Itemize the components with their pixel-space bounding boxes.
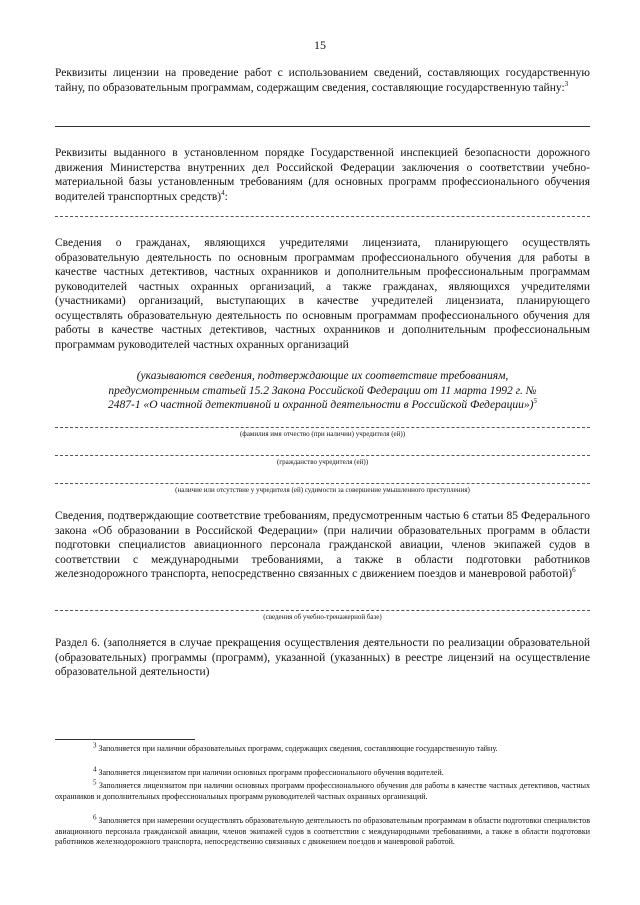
founders-text: Сведения о гражданах, являющихся учредителями лицензиата, планирующего осуществлять образовательную деятельность по основным программам профессионального обучения для работы в качестве частных детективов, частных охранников и дополнительным профессиональным программам руководителей частных охранных организаций, а также гражданах, являющихся учредителями (участниками) организаций, выступающих в качестве учредителей лицензиата, планирующего осуществлять образовательную деятельность по основным программам профессионального обучения для работы в качестве частных детективов, частных охранников и дополнительным профессиональным программам руководителей частных охранных организаций xyxy=(55,237,590,351)
citizenship-line xyxy=(55,455,590,456)
license-requisites-text: Реквизиты лицензии на проведение работ с использованием сведений, составляющих государственную тайну, по образовательным программам, содержащим сведения, составляющие государственную тайну: xyxy=(55,67,590,94)
footnote-ref-4: 4 xyxy=(221,188,225,197)
citizenship-caption: (гражданство учредителя (ей)) xyxy=(276,458,369,466)
transport-paragraph xyxy=(55,509,590,582)
gibdd-conclusion-line xyxy=(55,216,590,217)
fio-caption: (фамилия имя отчество (при наличии) учредителя (ей)) xyxy=(239,430,406,438)
footnote-3-num: 3 xyxy=(93,741,97,750)
founders-paragraph xyxy=(55,236,590,352)
footnote-4-num: 4 xyxy=(93,765,97,774)
founders-note xyxy=(55,369,590,413)
footnote-ref-3: 3 xyxy=(564,79,569,88)
footnote-5-num: 5 xyxy=(93,778,97,787)
gibdd-conclusion-text: Реквизиты выданного в установленном порядке Государственной инспекцией безопасности дорожного движения Министерства внутренних дел Российской Федерации заключения о соответствии учебно-материальной базы установленным требованиям (для основных программ профессионального обучения водителей транспортных средств) xyxy=(55,147,590,203)
footnote-ref-6: 6 xyxy=(572,566,576,575)
gibdd-colon: : xyxy=(224,190,228,203)
section6-paragraph xyxy=(55,636,590,680)
transport-text: Сведения, подтверждающие соответствие требованиям, предусмотренным частью 6 статьи 85 Федерального закона «Об образовании в Российской Федерации» (при наличии образовательных программ в области подготовки специалистов авиационного персонала гражданской авиации, членов экипажей судов в соответствии с международными требованиями, а также в области подготовки работников железнодорожного транспорта, непосредственно связанных с движением поездов и маневровой работой) xyxy=(55,510,590,580)
footnote-6-text: Заполняется при намерении осуществлять образовательную деятельность по образовательным программам в области подготовки специалистов авиационного персонала гражданской авиации, членов экипажей судов в соответствии с международными требованиями, а также в области подготовки работников железнодорожного транспорта, непосредственно связанных с движением поездов и маневровой работой. xyxy=(55,816,591,846)
gibdd-conclusion-paragraph xyxy=(55,146,590,204)
page-number: 15 xyxy=(314,38,326,52)
criminal-record-line xyxy=(55,483,590,484)
license-requisites-paragraph xyxy=(55,66,590,95)
footnote-6-num: 6 xyxy=(93,813,97,822)
footnote-5-text: Заполняется лицензиатом при наличии основных программ профессионального обучения для работы в качестве частных детективов, частных охранников и дополнительных профессиональных программ руководителей частных охранных организаций. xyxy=(55,781,591,801)
simulator-caption: (сведения об учебно-тренажерной базе) xyxy=(263,613,382,621)
footnote-ref-5: 5 xyxy=(533,397,537,406)
footnote-3-text: Заполняется при наличии образовательных программ, содержащих сведения, составляющие государственную тайну. xyxy=(98,744,498,753)
founders-note-text: (указываются сведения, подтверждающие их соответствие требованиям, предусмотренным статьей 15.2 Закона Российской Федерации от 11 марта 1992 г. № 2487-1 «О частной детективной и охранной деятельности в Российской Федерации») xyxy=(108,370,537,411)
simulator-line xyxy=(55,610,590,611)
fio-line xyxy=(55,427,590,428)
footnote-4 xyxy=(55,765,590,779)
footnote-3 xyxy=(55,741,590,755)
footnote-4-text: Заполняется лицензиатом при наличии основных программ профессионального обучения водителей. xyxy=(98,768,444,777)
footnote-5 xyxy=(55,778,591,802)
footnote-6 xyxy=(55,813,591,848)
footnote-separator xyxy=(55,739,195,740)
criminal-record-caption: (наличие или отсутствие у учредителя (ей) судимости за совершение умышленного преступления) xyxy=(175,486,470,494)
section6-text: Раздел 6. (заполняется в случае прекращения осуществления деятельности по реализации образовательной (образовательных) программы (программ), указанной (указанных) в реестре лицензий на осуществление образовательной деятельности) xyxy=(55,637,590,678)
license-requisites-line xyxy=(55,126,590,127)
